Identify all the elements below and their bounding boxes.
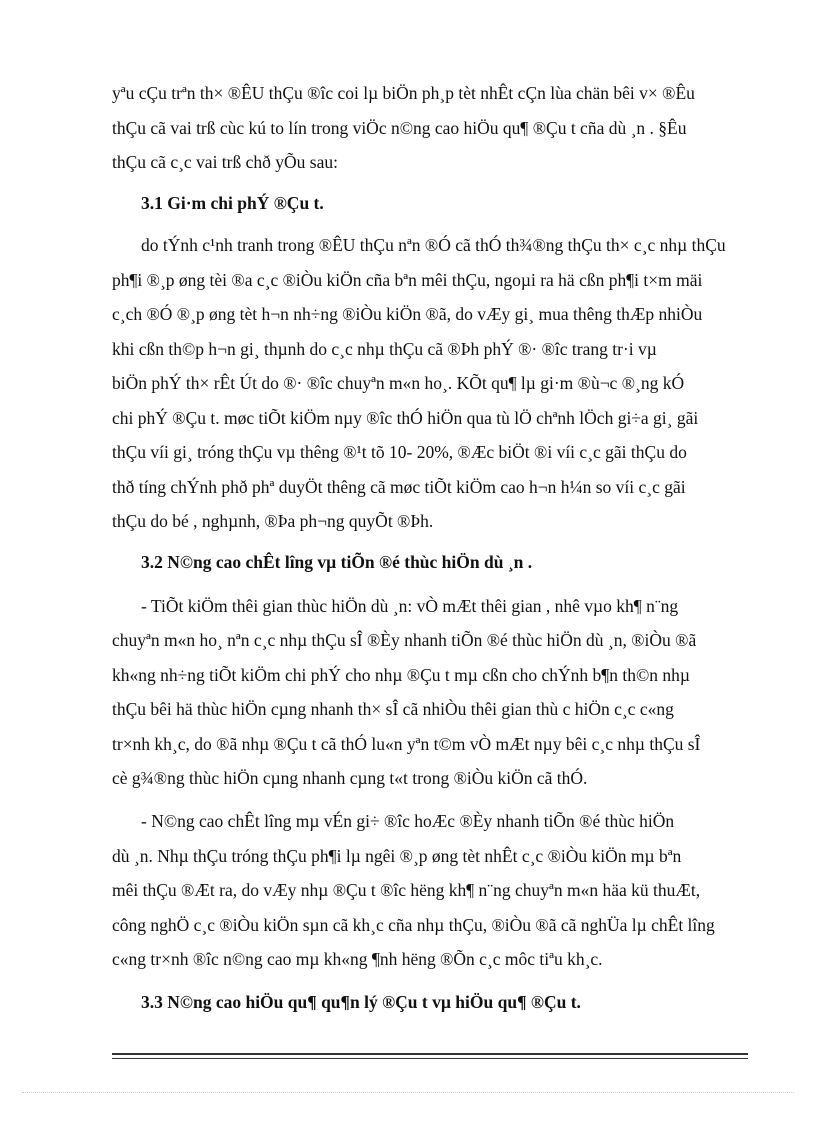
paragraph-line: c¸ch ®Ó ®¸p øng tèt h¬n nh÷ng ®iÒu kiÖn ®ã, do vÆy gi¸ mua thêng thÆp nhiÒu xyxy=(112,304,703,324)
paragraph-line: thÇu cã vai trß cùc kú to lín trong viÖc n©ng cao hiÖu qu¶ ®Çu t cña dù ¸n . §Êu xyxy=(112,118,687,138)
paragraph-line: chuyªn m«n ho¸ nªn c¸c nhµ thÇu sÎ ®Èy nhanh tiÕn ®é thùc hiÖn dù ¸n, ®iÒu ®ã xyxy=(112,630,697,650)
paragraph-line: thÇu víi gi¸ tróng thÇu vµ thêng ®¹t tõ 10- 20%, ®Æc biÖt ®i víi c¸c gãi thÇu do xyxy=(112,442,687,462)
paragraph-line: tr×nh kh¸c, do ®ã nhµ ®Çu t cã thÓ lu«n yªn t©m vÒ mÆt nµy bêi c¸c nhµ thÇu sÎ xyxy=(112,734,701,754)
section-heading-3-1: 3.1 Gi·m chi phÝ ®Çu t. xyxy=(141,193,324,213)
section-heading-3-2: 3.2 N©ng cao chÊt lîng vµ tiÕn ®é thùc hiÖn dù ¸n . xyxy=(141,552,533,572)
paragraph-line: thð tíng chÝnh phð phª duyÖt thêng cã møc tiÕt kiÖm cao h¬n h¼n so víi c¸c gãi xyxy=(112,477,686,497)
paragraph-line: cè g¾®ng thùc hiÖn cµng nhanh cµng t«t trong ®iÒu kiÖn cã thÓ. xyxy=(112,768,588,788)
paragraph-line: dù ¸n. Nhµ thÇu tróng thÇu ph¶i lµ ngêi ®¸p øng tèt nhÊt c¸c ®iÒu kiÖn mµ bªn xyxy=(112,846,682,866)
paragraph-line: do tÝnh c¹nh tranh trong ®ÊU thÇu nªn ®Ó cã thÓ th¾®ng thÇu th× c¸c nhµ thÇu xyxy=(141,235,726,255)
paragraph-line: khi cßn th©p h¬n gi¸ thµnh do c¸c nhµ thÇu cã ®Þh phÝ ®· ®îc trang tr·i vµ xyxy=(112,339,657,359)
paragraph-line: chi phÝ ®Çu t. møc tiÕt kiÖm nµy ®îc thÓ hiÖn qua tù lÖ chªnh lÖch gi÷a gi¸ gãi xyxy=(112,408,699,428)
paragraph-line: - TiÕt kiÖm thêi gian thùc hiÖn dù ¸n: vÒ mÆt thêi gian , nhê vµo kh¶ n¨ng xyxy=(141,596,679,616)
footer-rule-bottom xyxy=(112,1058,748,1059)
paragraph-line: biÖn phÝ th× rÊt Út do ®· ®îc chuyªn m«n ho¸. KÕt qu¶ lµ gi·m ®ù¬c ®¸ng kÓ xyxy=(112,373,685,393)
paragraph-line: ph¶i ®¸p øng tèi ®a c¸c ®iÒu kiÖn cña bªn mêi thÇu, ngoµi ra hä cßn ph¶i t×m mäi xyxy=(112,270,703,290)
paragraph-line: công nghÖ c¸c ®iÒu kiÖn sµn cã kh¸c cña nhµ thÇu, ®iÒu ®ã cã nghÜa lµ chÊt lîng xyxy=(112,915,715,935)
paragraph-line: mêi thÇu ®Æt ra, do vÆy nhµ ®Çu t ®îc hëng kh¶ n¨ng chuyªn m«n häa kü thuÆt, xyxy=(112,880,701,900)
paragraph-line: thÇu do bé , nghµnh, ®Þa ph¬ng quyÕt ®Þh. xyxy=(112,511,434,531)
paragraph-line: thÇu bêi hä thùc hiÖn cµng nhanh th× sÎ cã nhiÒu thêi gian thù c hiÖn c¸c c«ng xyxy=(112,699,674,719)
section-heading-3-3: 3.3 N©ng cao hiÖu qu¶ qu¶n lý ®Çu t vµ hiÖu qu¶ ®Çu t. xyxy=(141,992,581,1012)
page-edge-border xyxy=(22,1092,794,1093)
paragraph-line: - N©ng cao chÊt lîng mµ vÉn gi÷ ®îc hoÆc ®Èy nhanh tiÕn ®é thùc hiÖn xyxy=(141,811,675,831)
paragraph-line: c«ng tr×nh ®îc n©ng cao mµ kh«ng ¶nh hëng ®Õn c¸c môc tiªu kh¸c. xyxy=(112,949,603,969)
paragraph-line: thÇu cã c¸c vai trß chð yÕu sau: xyxy=(112,152,338,172)
paragraph-line: kh«ng nh÷ng tiÕt kiÖm chi phÝ cho nhµ ®Çu t mµ cßn cho chÝnh b¶n th©n nhµ xyxy=(112,665,690,685)
paragraph-line: yªu cÇu trªn th× ®ÊU thÇu ®îc coi lµ biÖn ph¸p tèt nhÊt cÇn lùa chän bêi v× ®Êu xyxy=(112,83,695,103)
footer-rule-top xyxy=(112,1053,748,1055)
